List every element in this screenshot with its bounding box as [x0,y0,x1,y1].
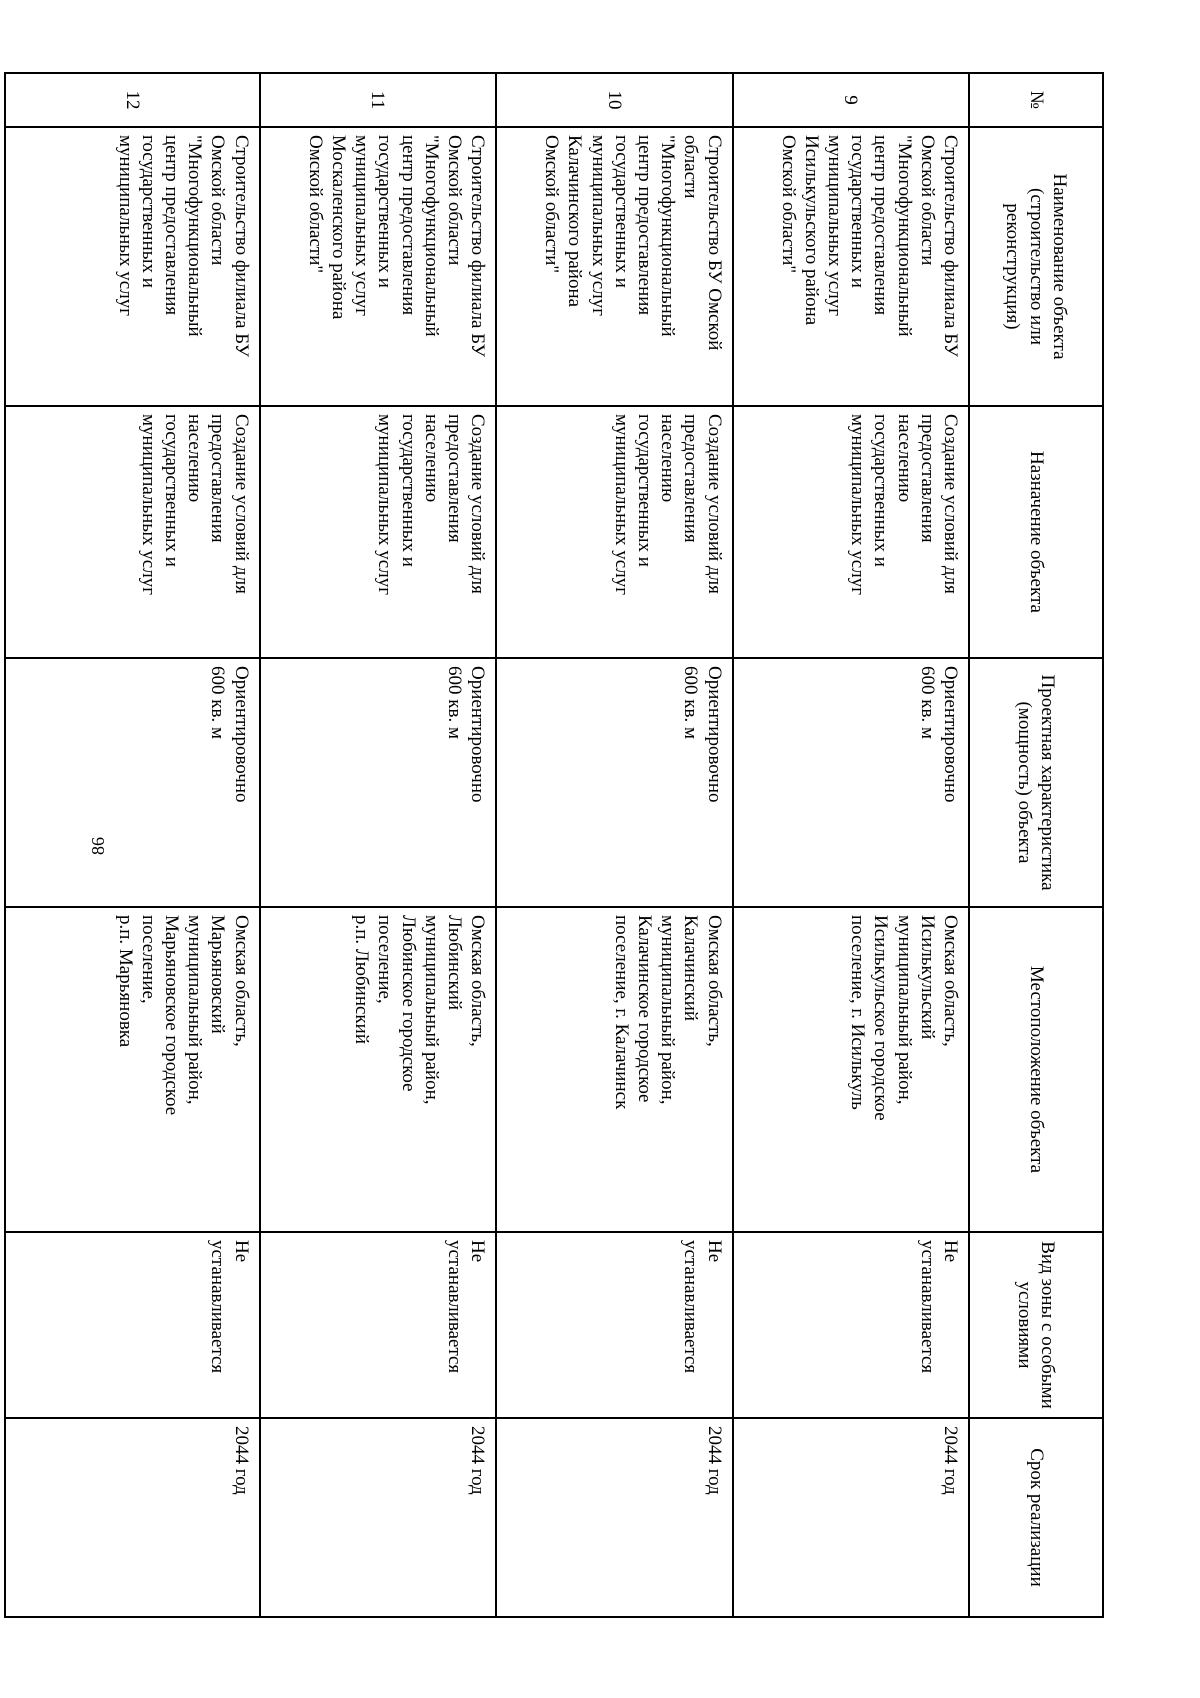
row-name-text: Строительство филиала БУ Омской области "Многофункциональный центр предоставления государственных и муниципальных услуг Исилькульского района Омской области" [777,135,961,357]
row-purpose [733,406,969,658]
row-purpose [260,406,496,658]
row-name [496,127,732,406]
rotated-table-container [4,72,1104,1616]
page-number: 86 [88,837,108,855]
header-capacity [969,658,1103,907]
header-zone [969,1232,1103,1418]
table-header-row [969,73,1103,1617]
row-purpose [496,406,732,658]
header-term-text: Срок реализации [1025,1448,1047,1587]
row-term-text: 2044 год [703,1426,725,1495]
row-name-text: Строительство филиала БУ Омской области "Многофункциональный центр предоставления государственных и муниципальных услуг Москаленского района Омской области" [304,135,489,357]
row-term-text: 2044 год [940,1426,961,1495]
row-purpose-text: Создание условий для предоставления населению государственных и муниципальных услуг [374,414,489,596]
header-location [969,907,1103,1232]
row-term [260,1418,496,1617]
header-num: № [969,73,1103,127]
row-zone [260,1232,496,1418]
row-zone [496,1232,732,1418]
row-capacity-text: Ориентировочно 600 кв. м [680,666,725,803]
row-term [5,1418,260,1617]
table-row [733,73,969,1617]
header-capacity-text: Проектная характеристика (мощность) объекта [1014,674,1059,891]
header-name [969,127,1103,406]
row-capacity-text: Ориентировочно 600 кв. м [443,666,489,803]
row-location-text: Омская область, Любинский муниципальный район, Любинское городское поселение, р.п. Любинский [351,915,489,1105]
row-num: 12 [5,73,260,127]
row-term [733,1418,969,1617]
row-num: 10 [496,73,732,127]
row-location-text: Омская область, Калачинский муниципальный район, Калачинское городское поселение, г. Калачинск [610,915,725,1110]
row-capacity [260,658,496,907]
row-name [5,127,260,406]
row-zone-text: Не устанавливается [680,1240,725,1374]
row-capacity [496,658,732,907]
row-purpose-text: Создание условий для предоставления населению государственных и муниципальных услуг [610,414,725,596]
row-capacity-text: Ориентировочно 600 кв. м [207,666,252,803]
row-name [260,127,496,406]
row-zone-text: Не устанавливается [207,1240,252,1374]
row-location [260,907,496,1232]
row-zone-text: Не устанавливается [443,1240,489,1374]
row-location-text: Омская область, Исилькульский муниципальный район, Исилькульское городское поселение, г. Исилькуль [847,915,961,1121]
row-num: 9 [733,73,969,127]
row-zone-text: Не устанавливается [916,1240,961,1374]
row-location [733,907,969,1232]
table-row [260,73,496,1617]
row-zone [733,1232,969,1418]
row-capacity-text: Ориентировочно 600 кв. м [916,666,961,803]
row-name-text: Строительство БУ Омской области "Многофункциональный центр предоставления государственных и муниципальных услуг Калачинского района Омской области" [541,135,725,351]
row-term-text: 2044 год [230,1426,252,1495]
row-location [5,907,260,1232]
row-location [496,907,732,1232]
row-capacity [733,658,969,907]
row-name [733,127,969,406]
table-row [5,73,260,1617]
row-name-text: Строительство филиала БУ Омской области "Многофункциональный центр предоставления государственных и муниципальных услуг [114,135,252,357]
header-zone-text: Вид зоны с особыми условиями [1014,1241,1059,1409]
row-term-text: 2044 год [467,1426,489,1495]
row-purpose-text: Создание условий для предоставления населению государственных и муниципальных услуг [847,414,961,596]
row-term [496,1418,732,1617]
row-purpose [5,406,260,658]
table-row [496,73,732,1617]
row-capacity [5,658,260,907]
row-num: 11 [260,73,496,127]
row-zone [5,1232,260,1418]
header-purpose [969,406,1103,658]
header-term [969,1418,1103,1617]
objects-table [4,72,1104,1618]
header-name-text: Наименование объекта (строительство или реконструкция) [1002,173,1070,360]
row-location-text: Омская область, Марьяновский муниципальный район, Марьяновское городское поселение, р.п. Марьяновка [114,915,252,1116]
row-purpose-text: Создание условий для предоставления населению государственных и муниципальных услуг [137,414,252,596]
header-purpose-text: Назначение объекта [1025,451,1047,613]
header-location-text: Местоположение объекта [1025,965,1047,1174]
